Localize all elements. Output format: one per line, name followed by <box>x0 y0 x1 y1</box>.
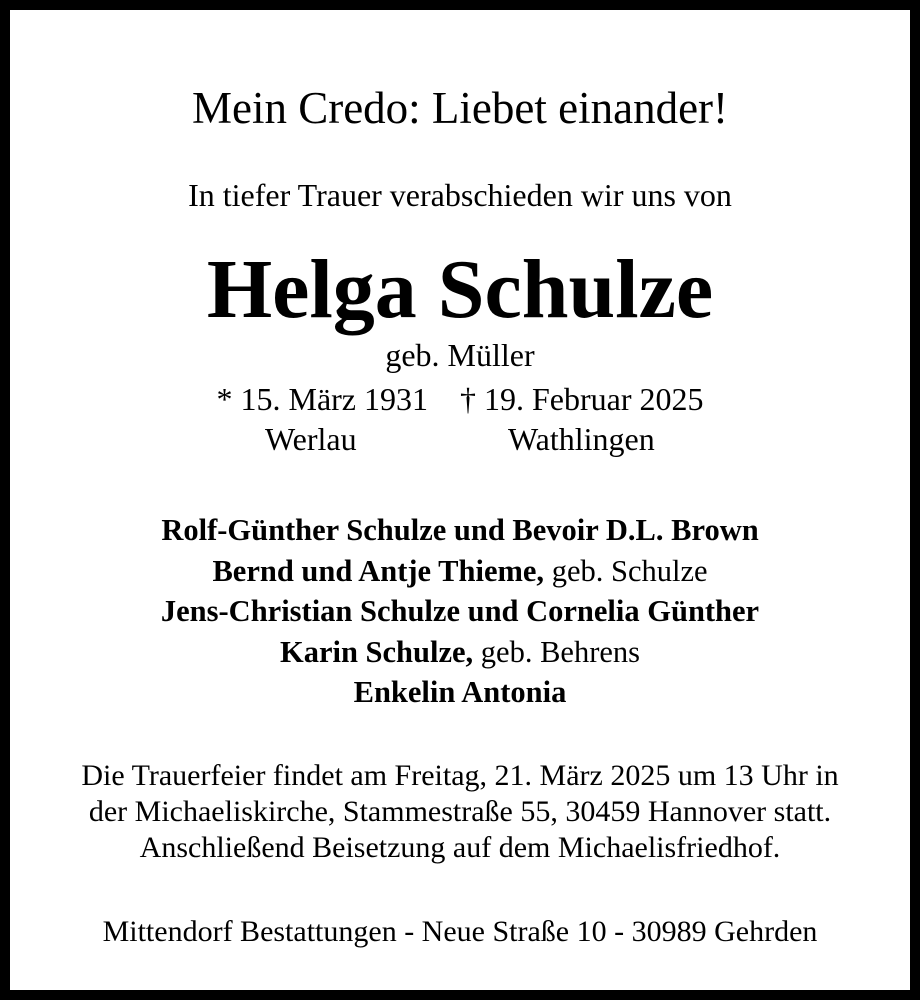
ceremony-info <box>10 758 910 866</box>
life-dates <box>10 380 910 418</box>
birth-symbol: * <box>216 381 233 417</box>
intro-text: In tiefer Trauer verabschieden wir uns von <box>188 177 732 213</box>
cross-icon: † <box>460 381 476 417</box>
mourner-line: Rolf-Günther Schulze und Bevoir D.L. Brown <box>161 513 759 547</box>
mourners-list <box>10 510 910 713</box>
mourner-line: Bernd und Antje Thieme, geb. Schulze <box>212 553 708 588</box>
mourner-line: Karin Schulze, geb. Behrens <box>279 634 641 669</box>
motto: Mein Credo: Liebet einander! <box>191 83 729 133</box>
death-date: 19. Februar 2025 <box>484 381 704 417</box>
mourner-line: Jens-Christian Schulze und Cornelia Günther <box>160 594 760 628</box>
obituary-notice <box>10 10 910 990</box>
ceremony-line: Die Trauerfeier findet am Freitag, 21. März 2025 um 13 Uhr in <box>81 759 839 792</box>
ceremony-line: der Michaeliskirche, Stammestraße 55, 30459 Hannover statt. <box>88 795 832 828</box>
ceremony-line: Anschließend Beisetzung auf dem Michaelisfriedhof. <box>139 831 781 864</box>
birth-place: Werlau <box>265 421 357 457</box>
birth-date: 15. März 1931 <box>240 381 428 417</box>
maiden-name: geb. Müller <box>385 337 535 373</box>
mourner-line: Enkelin Antonia <box>353 675 567 709</box>
deceased-name: Helga Schulze <box>206 243 714 336</box>
death-place: Wathlingen <box>508 421 655 457</box>
undertaker-info: Mittendorf Bestattungen - Neue Straße 10 - 30989 Gehrden <box>102 915 818 948</box>
